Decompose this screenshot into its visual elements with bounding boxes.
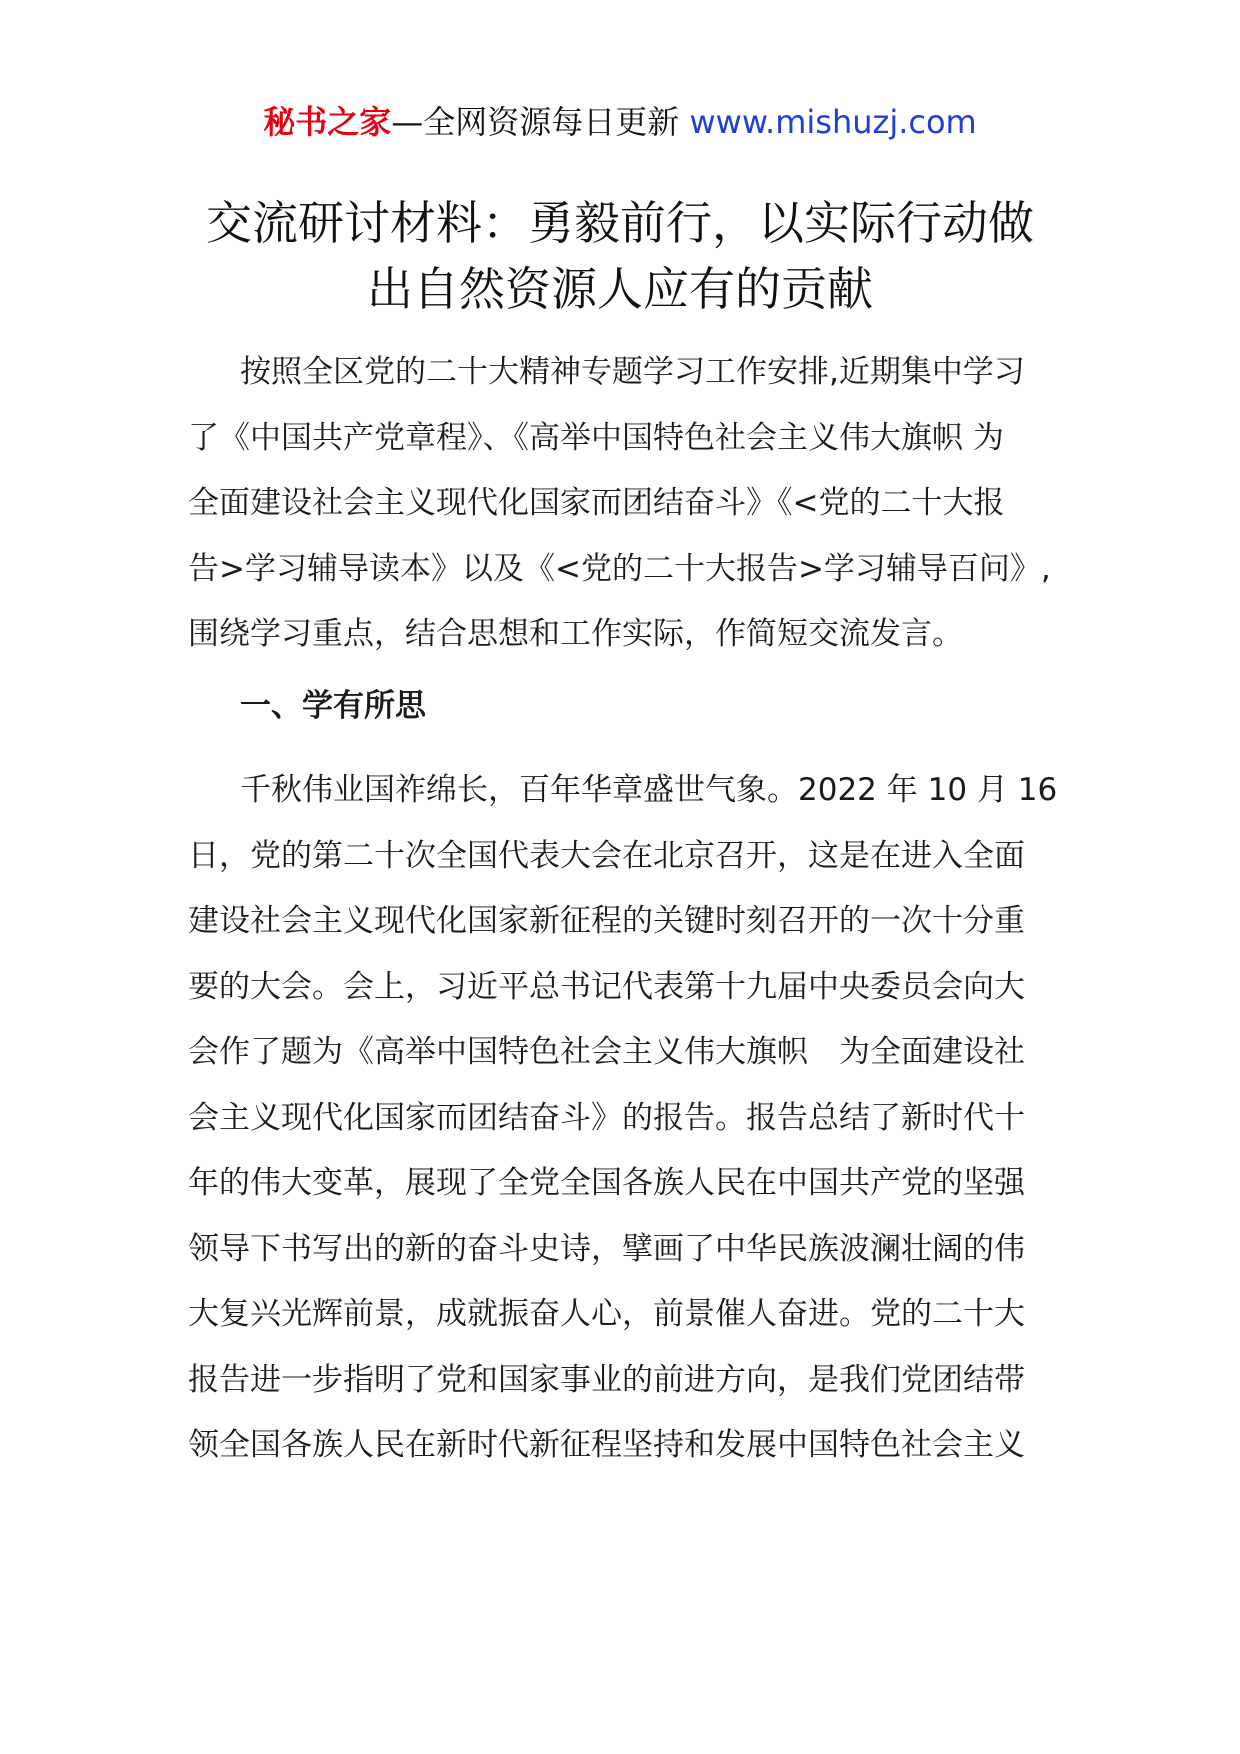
site-header [0, 100, 1240, 144]
intro-paragraph [188, 340, 1058, 668]
paragraph-line: 全面建设社会主义现代化国家而团结奋斗》《<党的二十大报 [188, 485, 1005, 521]
title-line-2: 出自然资源人应有的贡献 [367, 262, 873, 316]
paragraph-line: 会主义现代化国家而团结奋斗》的报告。报告总结了新时代十 [188, 1099, 1025, 1136]
paragraph-line: 告>学习辅导读本》以及《<党的二十大报告>学习辅导百问》, [188, 550, 1051, 587]
section-heading-1: 一、学有所思 [240, 688, 426, 724]
paragraph-line: 会作了题为《高举中国特色社会主义伟大旗帜 为全面建设社 [188, 1034, 1025, 1070]
paragraph-line: 建设社会主义现代化国家新征程的关键时刻召开的一次十分重 [188, 903, 1025, 939]
paragraph-line: 报告进一步指明了党和国家事业的前进方向，是我们党团结带 [188, 1361, 1025, 1398]
paragraph-line: 围绕学习重点，结合思想和工作实际，作简短交流发言。 [188, 616, 963, 652]
paragraph-line: 大复兴光辉前景，成就振奋人心，前景催人奋进。党的二十大 [188, 1296, 1025, 1332]
paragraph-line: 要的大会。会上，习近平总书记代表第十九届中央委员会向大 [188, 968, 1025, 1005]
paragraph-line: 千秋伟业国祚绵长，百年华章盛世气象。2022 年 10 月 16 [240, 772, 1058, 808]
paragraph-line: 按照全区党的二十大精神专题学习工作安排,近期集中学习 [240, 354, 1025, 390]
brand-name: 秘书之家 [263, 103, 392, 141]
paragraph-line: 领导下书写出的新的奋斗史诗，擘画了中华民族波澜壮阔的伟 [188, 1230, 1025, 1267]
title-line-1: 交流研讨材料：勇毅前行，以实际行动做 [206, 196, 1034, 250]
paragraph-line: 日，党的第二十次全国代表大会在北京召开，这是在进入全面 [188, 837, 1025, 874]
paragraph-line: 领全国各族人民在新时代新征程坚持和发展中国特色社会主义 [188, 1427, 1025, 1463]
section1-paragraph [188, 758, 1058, 1479]
site-url-link[interactable]: www.mishuzj.com [689, 103, 977, 141]
paragraph-line: 年的伟大变革，展现了全党全国各族人民在中国共产党的坚强 [188, 1165, 1025, 1201]
paragraph-line: 了《中国共产党章程》、《高举中国特色社会主义伟大旗帜 为 [188, 419, 1004, 456]
header-slogan: —全网资源每日更新 [391, 103, 680, 141]
document-title [190, 190, 1050, 322]
